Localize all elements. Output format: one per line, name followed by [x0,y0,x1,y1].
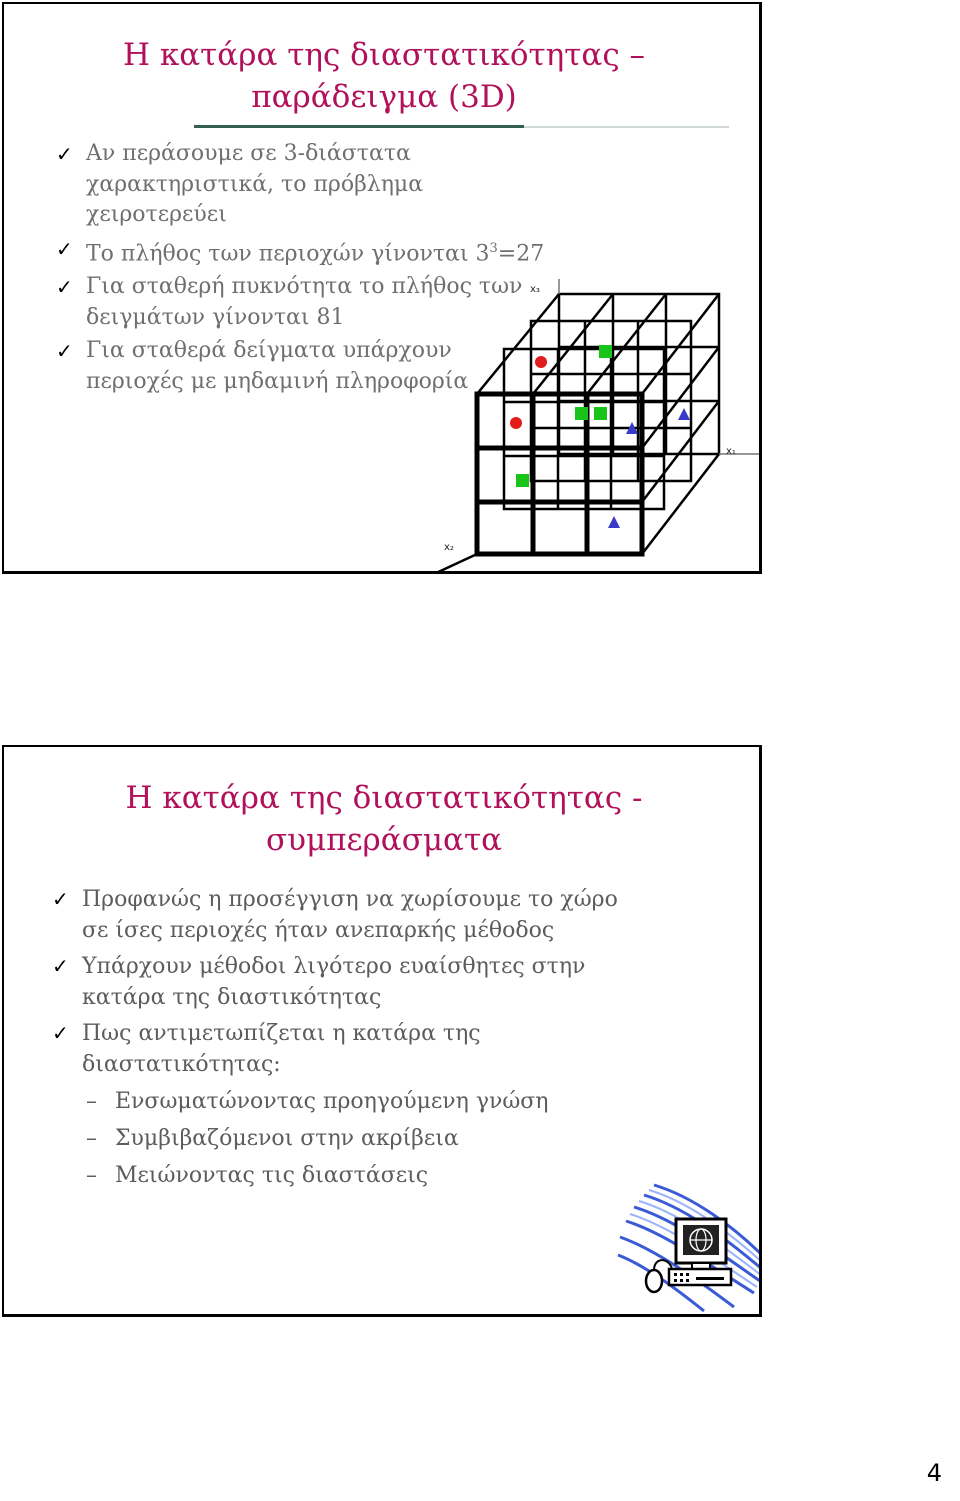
page-number: 4 [926,1459,942,1487]
slide-1-title-line2: παράδειγμα (3D) [251,79,517,115]
checkmark-icon: ✓ [52,954,69,978]
bullet-line: σε ίσες περιοχές ήταν ανεπαρκής μέθοδος [82,918,555,943]
checkmark-icon: ✓ [56,142,73,166]
sub-item [82,1160,692,1191]
checkmark-icon: ✓ [56,275,73,300]
bullet-item [52,1018,692,1191]
blue-sample-marker [608,516,620,528]
sub-item-text: Ενσωματώνοντας προηγούμενη γνώση [115,1089,549,1114]
bullet-line: χαρακτηριστικά, το πρόβλημα [86,171,424,197]
axis-label-x3: x₃ [530,284,540,295]
slide-1-title-line1: Η κατάρα της διαστατικότητας – [122,37,646,73]
checkmark-icon: ✓ [52,887,69,911]
green-sample-marker [599,345,612,358]
bullet-line: Προφανώς η προσέγγιση να χωρίσουμε το χώρο [82,887,618,912]
bullet-line: Υπάρχουν μέθοδοι λιγότερο ευαίσθητες στην [82,954,586,979]
sub-item [82,1123,692,1154]
bullet-line: Για σταθερή πυκνότητα το πλήθος των [86,274,523,300]
bullet-item [56,139,576,231]
bullet-line: χειροτερεύει [86,202,227,227]
sub-list [82,1086,692,1191]
slide-1-title [4,34,762,118]
title-rule-dark [194,125,524,128]
title-rule-light [524,126,729,128]
mouse-icon [646,1270,662,1292]
bullet-text: Το πλήθος των περιοχών γίνονται 3 [86,240,490,266]
bullet-line: διαστατικότητας: [82,1052,281,1077]
bullet-line: δειγμάτων γίνονται 81 [86,304,345,330]
bullet-item [56,234,576,270]
bullet-line: Για σταθερά δείγματα υπάρχουν [86,338,452,364]
checkmark-icon: ✓ [56,339,73,364]
bullet-line: κατάρα της διαστικότητας [82,985,382,1010]
bullet-item [52,884,692,946]
slide-2-title-line1: Η κατάρα της διαστατικότητας - [125,780,643,816]
slide-1 [2,2,762,574]
checkmark-icon: ✓ [52,1021,69,1045]
sub-item-text: Συμβιβαζόμενοι στην ακρίβεια [115,1126,459,1151]
bullet-line: Πως αντιμετωπίζεται η κατάρα της [82,1021,481,1046]
dash-icon: – [86,1163,97,1188]
green-sample-marker [594,407,607,420]
slide-2 [2,745,762,1317]
blue-sample-marker [678,408,690,420]
cube-grid-figure [434,274,762,574]
checkmark-icon: ✓ [56,236,73,261]
red-sample-marker [510,417,522,429]
green-sample-marker [575,407,588,420]
bullet-line: περιοχές με μηδαμινή πληροφορία [86,368,469,394]
exponent: 3 [489,240,498,256]
green-sample-marker [516,474,529,487]
sub-item [82,1086,692,1117]
slide-2-title-line2: συμπεράσματα [265,822,503,858]
dash-icon: – [86,1089,97,1114]
slide-2-title [4,777,762,861]
slide-2-bullets [52,884,692,1191]
computer-icon [614,1177,762,1317]
red-sample-marker [535,356,547,368]
sub-item-text: Μειώνοντας τις διαστάσεις [115,1163,429,1188]
axis-label-x1: x₁ [726,446,736,457]
bullet-item [52,951,692,1013]
axis-label-x2: x₂ [444,542,454,553]
bullet-text-after: =27 [497,240,545,266]
dash-icon: – [86,1126,97,1151]
bullet-line: Αν περάσουμε σε 3-διάστατα [86,141,411,166]
